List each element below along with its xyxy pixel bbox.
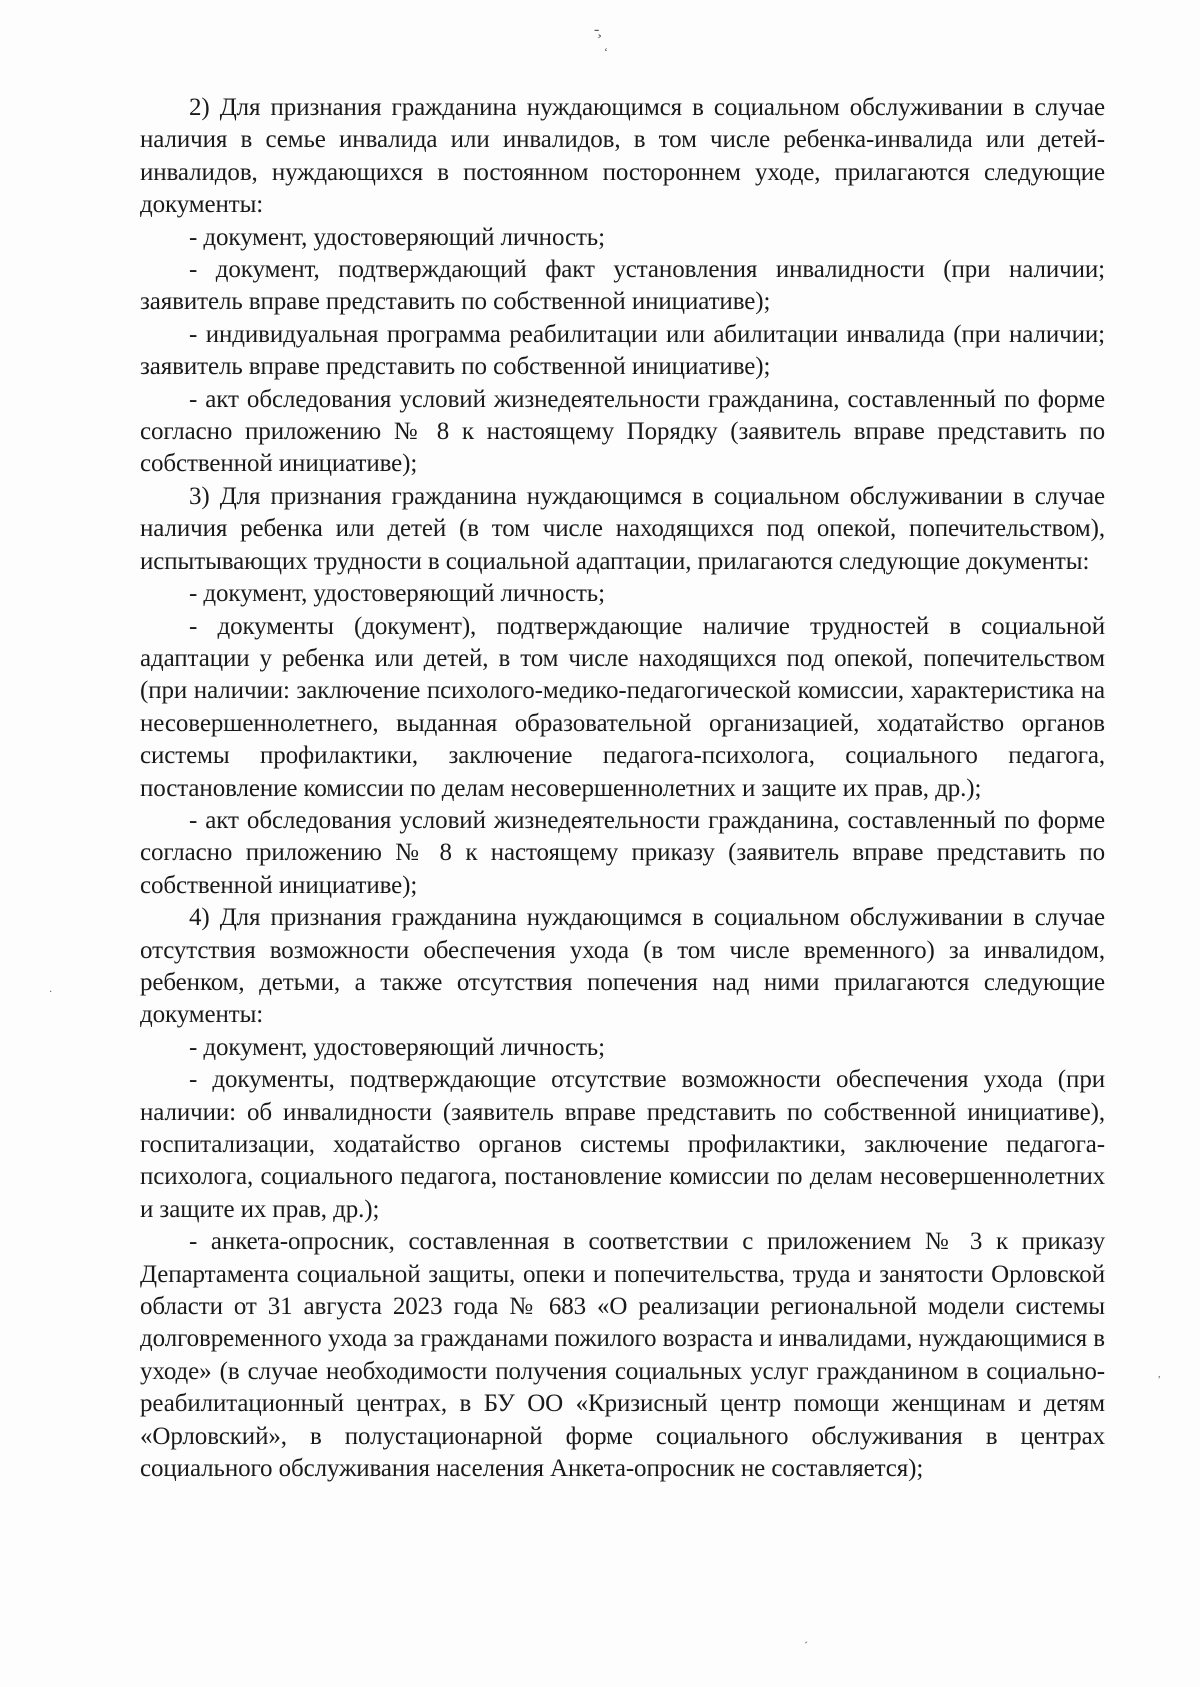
document-body — [140, 92, 1105, 1485]
list-item: - документ, подтверждающий факт установления инвалидности (при наличии; заявитель вправе представить по собственной инициативе); — [140, 256, 1105, 316]
paragraph-section-3: 3) Для признания гражданина нуждающимся в социальном обслуживании в случае наличия ребенка или детей (в том числе находящихся под опекой, попечительством), испытывающих трудности в социальной адаптации, прилагаются следующие документы: — [140, 482, 1105, 575]
scan-mark: ʻ — [604, 45, 608, 59]
list-item: - документы (документ), подтверждающие наличие трудностей в социальной адаптации у ребенка или детей, в том числе находящихся под опекой, попечительством (при наличии: заключение психолого-медико-педагогической комиссии, характеристика на несовершеннолетнего, выданная образовательной организацией, ходатайство органов системы профилактики, заключение педагога-психолога, социального педагога, постановление комиссии по делам несовершеннолетних и защите их прав, др.); — [140, 612, 1105, 802]
paragraph-section-2: 2) Для признания гражданина нуждающимся в социальном обслуживании в случае наличия в семье инвалида или инвалидов, в том числе ребенка-инвалида или детей-инвалидов, нуждающихся в постоянном постороннем уходе, прилагаются следующие документы: — [140, 94, 1105, 219]
scan-mark: -̧ — [594, 21, 600, 38]
scan-mark: , — [1158, 1369, 1161, 1380]
list-item: - акт обследования условий жизнедеятельности гражданина, составленный по форме согласно приложению № 8 к настоящему Порядку (заявитель вправе представить по собственной инициативе); — [140, 385, 1105, 478]
list-item: - анкета-опросник, составленная в соответствии с приложением № 3 к приказу Департамента социальной защиты, опеки и попечительства, труда и занятости Орловской области от 31 августа 2023 года № 683 «О реализации региональной модели системы долговременного ухода за гражданами пожилого возраста и инвалидами, нуждающимися в уходе» (в случае необходимости получения социальных услуг гражданином в социально-реабилитационный центрах, в БУ ОО «Кризисный центр помощи женщинам и детям «Орловский», в полустационарной форме социального обслуживания в центрах социального обслуживания населения Анкета-опросник не составляется); — [140, 1228, 1105, 1483]
scan-mark: ˊ — [804, 1639, 808, 1653]
list-item: - акт обследования условий жизнедеятельности гражданина, составленный по форме согласно приложению № 8 к настоящему приказу (заявитель вправе представить по собственной инициативе); — [140, 806, 1105, 899]
scan-mark: · — [49, 987, 53, 998]
list-item: - документ, удостоверяющий личность; — [189, 223, 605, 251]
list-item: - документ, удостоверяющий личность; — [189, 580, 605, 608]
list-item: - документы, подтверждающие отсутствие возможности обеспечения ухода (при наличии: об инвалидности (заявитель вправе представить по собственной инициативе), госпитализации, ходатайство органов системы профилактики, заключение педагога-психолога, социального педагога, постановление комиссии по делам несовершеннолетних и защите их прав, др.); — [140, 1066, 1105, 1223]
paragraph-section-4: 4) Для признания гражданина нуждающимся в социальном обслуживании в случае отсутствия возможности обеспечения ухода (в том числе временного) за инвалидом, ребенком, детьми, а также отсутствия попечения над ними прилагаются следующие документы: — [140, 904, 1105, 1029]
list-item: - индивидуальная программа реабилитации или абилитации инвалида (при наличии; заявитель вправе представить по собственной инициативе); — [140, 320, 1105, 381]
list-item: - документ, удостоверяющий личность; — [189, 1033, 605, 1061]
